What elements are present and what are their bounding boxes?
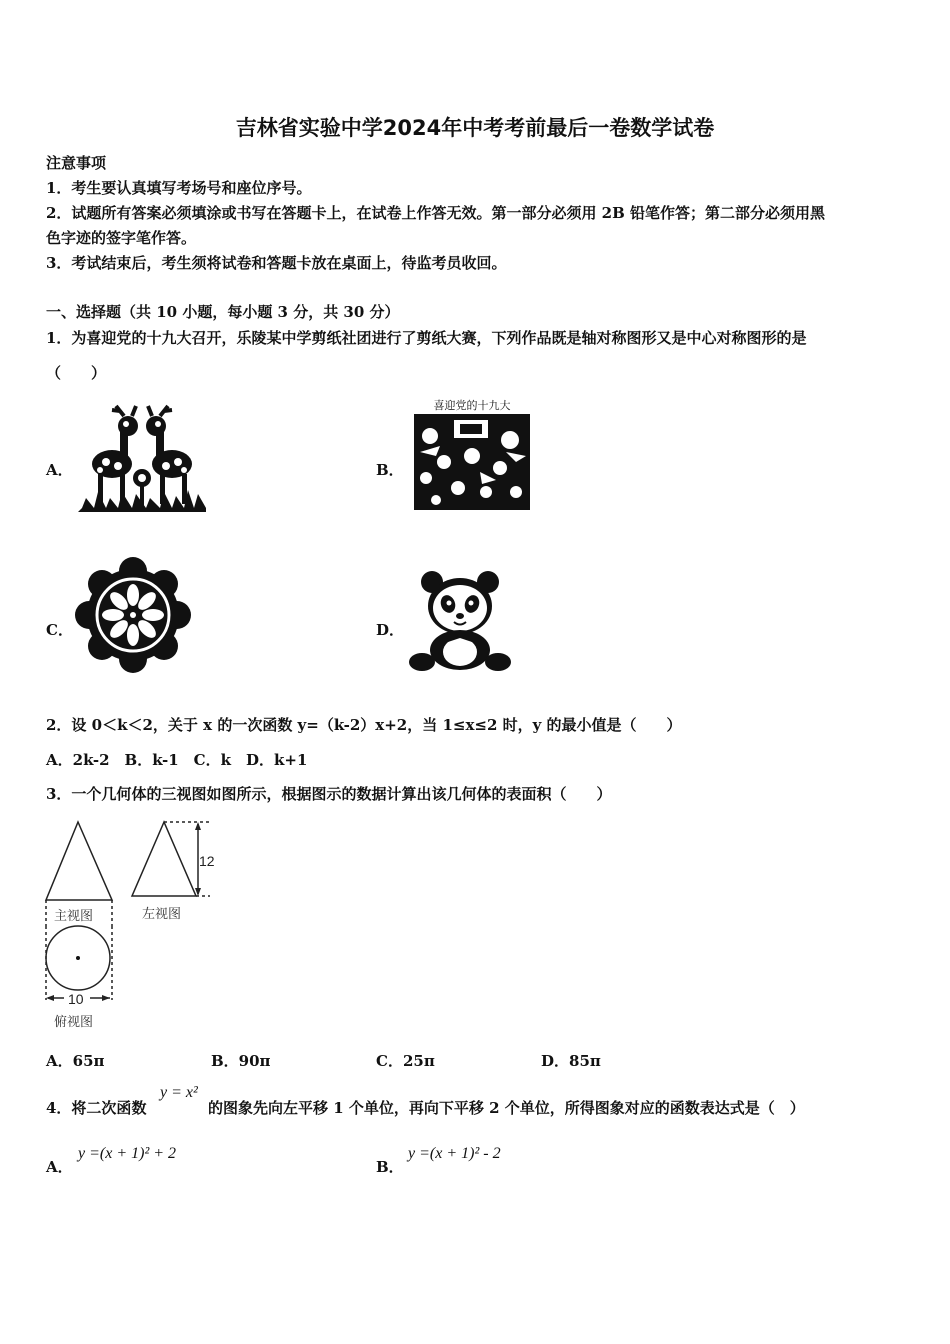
left-view-label: 左视图 bbox=[142, 907, 182, 922]
top-view-label: 俯视图 bbox=[54, 1015, 94, 1030]
option-c-label: C． bbox=[46, 621, 73, 639]
question-4-option-b: y =(x + 1)² - 2 bbox=[408, 1145, 501, 1162]
question-4-suffix: 的图象先向左平移 1 个单位，再向下平移 2 个单位，所得图象对应的函数表达式是（ ） bbox=[208, 1099, 805, 1117]
question-3-text: 3．一个几何体的三视图如图所示，根据图示的数据计算出该几何体的表面积（ ） bbox=[46, 785, 612, 803]
crowd-papercut-caption: 喜迎党的十九大 bbox=[433, 399, 511, 412]
question-2-options: A．2k-2 B．k-1 C．k D．k+1 bbox=[46, 751, 308, 769]
question-1-text: 1．为喜迎党的十九大召开，乐陵某中学剪纸社团进行了剪纸大赛，下列作品既是轴对称图形又是中心对称图形的是 bbox=[46, 329, 807, 347]
option-d-label: D． bbox=[376, 621, 405, 639]
question-1-paren: （ ） bbox=[46, 364, 107, 382]
question-3-option-a: A．65π bbox=[46, 1052, 105, 1070]
question-4-option-a-label: A． bbox=[46, 1158, 73, 1176]
question-3-option-b: B．90π bbox=[211, 1052, 271, 1070]
deer-papercut-image bbox=[76, 402, 208, 516]
note-item: 1．考生要认真填写考场号和座位序号。 bbox=[46, 179, 312, 197]
crowd-papercut-image bbox=[410, 396, 534, 514]
front-view-label: 主视图 bbox=[54, 909, 94, 924]
width-label: 10 bbox=[68, 991, 84, 1007]
flower-papercut-image bbox=[74, 556, 192, 674]
three-views-diagram bbox=[40, 816, 216, 1034]
note-item: 3．考试结束后，考生须将试卷和答题卡放在桌面上，待监考员收回。 bbox=[46, 254, 507, 272]
question-4-prefix: 4．将二次函数 bbox=[46, 1099, 147, 1117]
question-2-text: 2．设 0＜k＜2，关于 x 的一次函数 y=（k-2）x+2，当 1≤x≤2 时，y 的最小值是（ ） bbox=[46, 716, 682, 734]
height-label: 12 bbox=[199, 853, 215, 869]
note-item: 色字迹的签字笔作答。 bbox=[46, 229, 197, 247]
question-4-option-a: y =(x + 1)² + 2 bbox=[78, 1145, 177, 1162]
notes-heading: 注意事项 bbox=[46, 154, 107, 172]
option-a-label: A． bbox=[46, 461, 73, 479]
question-3-option-c: C．25π bbox=[376, 1052, 435, 1070]
note-item: 2．试题所有答案必须填涂或书写在答题卡上，在试卷上作答无效。第一部分必须用 2B 铅笔作答；第二部分必须用黑 bbox=[46, 204, 826, 222]
question-3-option-d: D．85π bbox=[541, 1052, 601, 1070]
option-b-label: B． bbox=[376, 461, 404, 479]
page-title: 吉林省实验中学2024年中考考前最后一卷数学试卷 bbox=[235, 116, 715, 140]
panda-papercut-image bbox=[408, 566, 512, 674]
question-4-formula: y = x² bbox=[160, 1084, 198, 1101]
section-heading: 一、选择题（共 10 小题，每小题 3 分，共 30 分） bbox=[46, 303, 400, 321]
question-4-option-b-label: B． bbox=[376, 1158, 404, 1176]
